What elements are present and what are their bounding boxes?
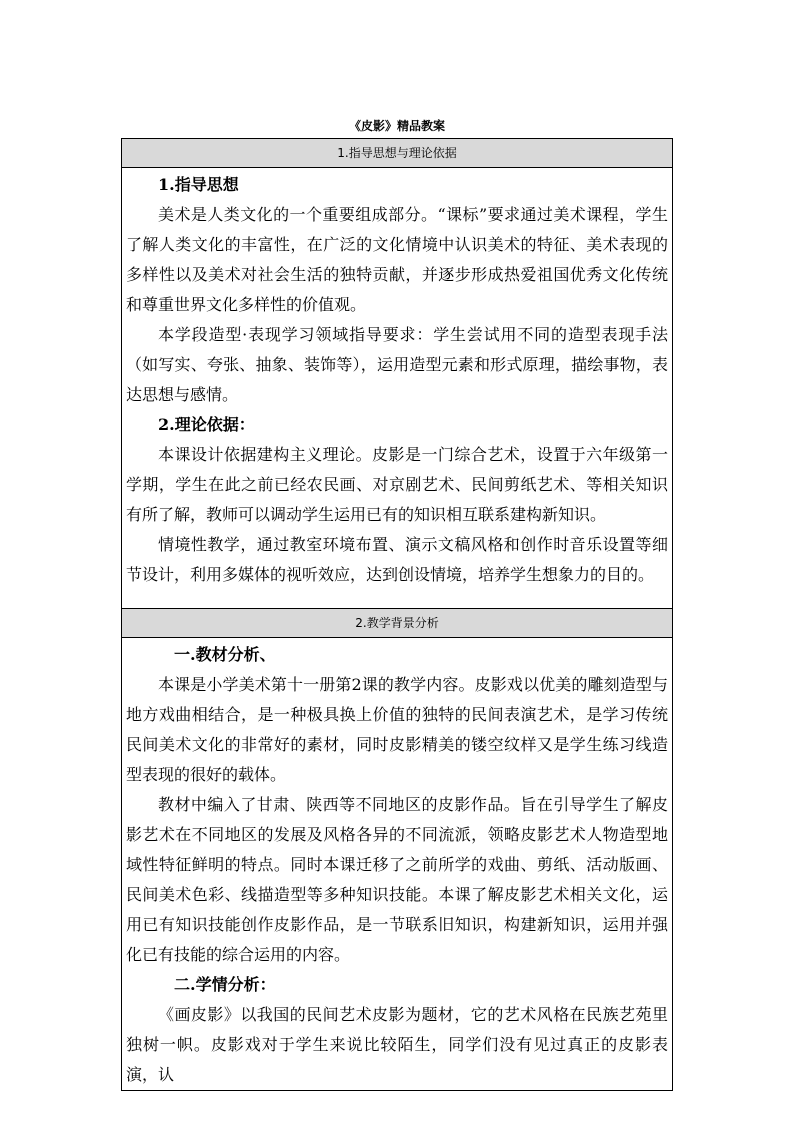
section1-paragraph-1: 美术是人类文化的一个重要组成部分。“课标”要求通过美术课程，学生了解人类文化的丰富性，在广泛的文化情境中认识美术的特征、美术表现的多样性以及美术对社会生活的独特贡献，并逐步形成热爱祖国优秀文化传统和尊重世界文化多样性的价值观。 — [126, 205, 668, 314]
section2-body — [122, 638, 673, 1091]
section2-header-row — [122, 609, 673, 638]
section1-header-row — [122, 139, 673, 168]
section1-paragraph-3: 本课设计依据建构主义理论。皮影是一门综合艺术，设置于六年级第一学期，学生在此之前已经农民画、对京剧艺术、民间剪纸艺术、等相关知识有所了解，教师可以调动学生运用已有的知识相互联系建构新知识。 — [126, 445, 668, 524]
section2-body-row — [122, 638, 673, 1091]
lesson-plan-table — [121, 138, 673, 1091]
section1-paragraph-4: 情境性教学，通过教室环境布置、演示文稿风格和创作时音乐设置等细节设计，利用多媒体的视听效应，达到创设情境，培养学生想象力的目的。 — [126, 535, 668, 584]
section1-header: 1.指导思想与理论依据 — [122, 139, 673, 168]
section1-heading-theory-basis: 2.理论依据： — [158, 415, 255, 434]
document-title: 《皮影》精品教案 — [348, 119, 445, 133]
section2-header: 2.教学背景分析 — [122, 609, 673, 638]
section2-paragraph-3: 《画皮影》以我国的民间艺术皮影为题材，它的艺术风格在民族艺苑里独树一帜。皮影戏对于学生来说比较陌生，同学们没有见过真正的皮影表演，认 — [126, 1005, 668, 1084]
section2-heading-student-analysis: 二.学情分析： — [174, 975, 276, 994]
section2-heading-textbook-analysis: 一.教材分析、 — [174, 645, 276, 664]
section2-paragraph-1: 本课是小学美术第十一册第2课的教学内容。皮影戏以优美的雕刻造型与地方戏曲相结合，是一种极具换上价值的独特的民间表演艺术，是学习传统民间美术文化的非常好的素材，同时皮影精美的镂空纹样又是学生练习线造型表现的很好的载体。 — [126, 675, 668, 784]
section1-paragraph-2: 本学段造型·表现学习领域指导要求：学生尝试用不同的造型表现手法（如写实、夸张、抽象、装饰等），运用造型元素和形式原理，描绘事物，表达思想与感情。 — [126, 325, 668, 404]
section1-body — [122, 168, 673, 609]
section1-heading-guiding-ideology: 1.指导思想 — [158, 175, 239, 194]
section1-body-row — [122, 168, 673, 609]
section2-paragraph-2: 教材中编入了甘肃、陕西等不同地区的皮影作品。旨在引导学生了解皮影艺术在不同地区的发展及风格各异的不同流派，领略皮影艺术人物造型地域性特征鲜明的特点。同时本课迁移了之前所学的戏曲、剪纸、活动版画、民间美术色彩、线描造型等多种知识技能。本课了解皮影艺术相关文化，运用已有知识技能创作皮影作品，是一节联系旧知识，构建新知识，运用并强化已有技能的综合运用的内容。 — [126, 795, 668, 964]
